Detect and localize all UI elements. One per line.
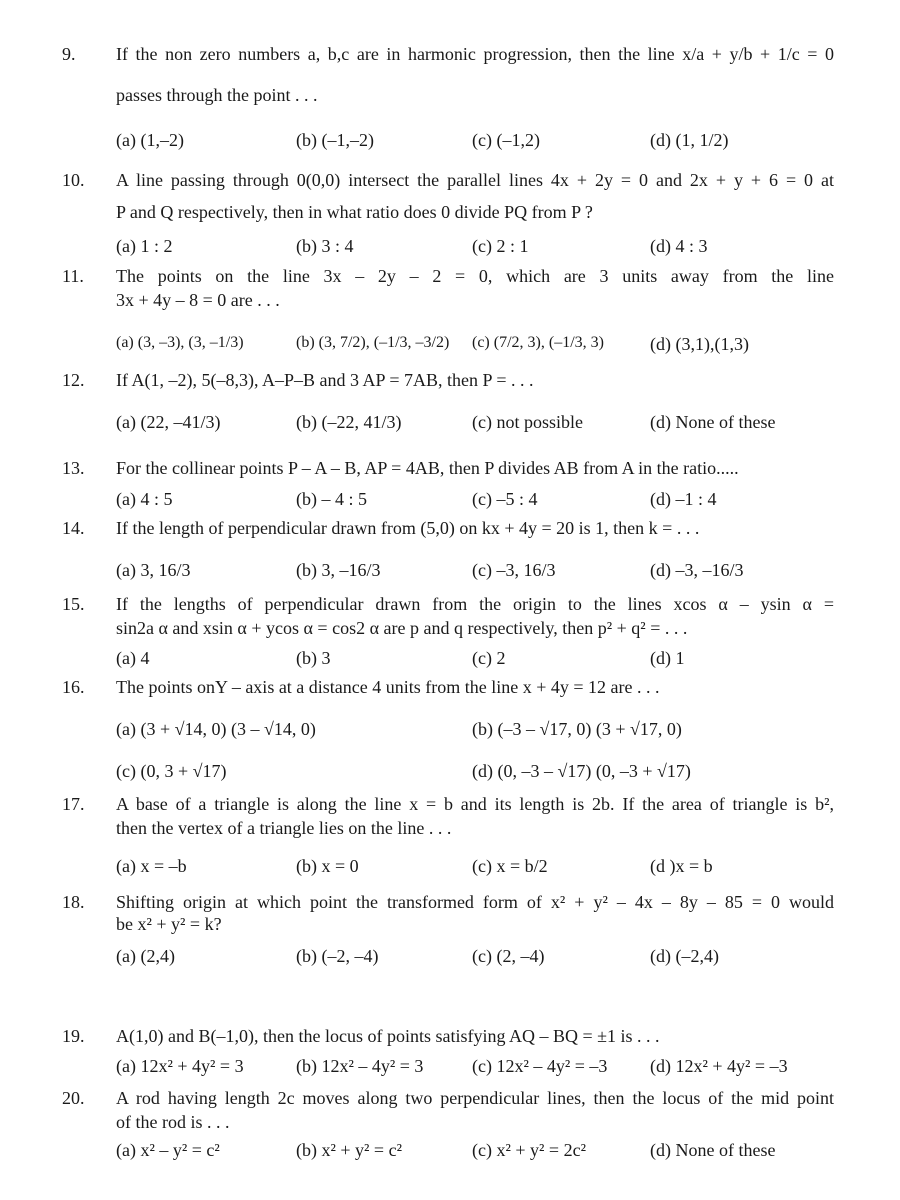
question-number: 15.	[62, 594, 85, 614]
question-text-line: be x² + y² = k?	[116, 914, 222, 934]
question-number: 17.	[62, 794, 85, 814]
option-d: (d) –1 : 4	[650, 489, 717, 509]
question-number: 9.	[62, 44, 76, 64]
question-text-line: 3x + 4y – 8 = 0 are . . .	[116, 290, 280, 310]
option-a: (a) 3, 16/3	[116, 560, 191, 580]
question-text-line: A rod having length 2c moves along two perpendicular lines, then the locus of the mid point	[116, 1088, 834, 1108]
question-text-line: P and Q respectively, then in what ratio does 0 divide PQ from P ?	[116, 202, 593, 222]
option-d: (d) 12x² + 4y² = –3	[650, 1056, 788, 1076]
option-a: (a) x = –b	[116, 856, 187, 876]
option-b: (b) (–1,–2)	[296, 130, 374, 150]
question-text-line: The points on the line 3x – 2y – 2 = 0, which are 3 units away from the line	[116, 266, 834, 286]
option-c: (c) –3, 16/3	[472, 560, 556, 580]
option-c: (c) x² + y² = 2c²	[472, 1140, 586, 1160]
option-c: (c) not possible	[472, 412, 583, 432]
question-text-line: For the collinear points P – A – B, AP = 4AB, then P divides AB from A in the ratio.....	[116, 458, 739, 478]
option-a: (a) (3, –3), (3, –1/3)	[116, 334, 244, 351]
option-c: (c) (–1,2)	[472, 130, 540, 150]
option-a: (a) (22, –41/3)	[116, 412, 221, 432]
question-number: 12.	[62, 370, 85, 390]
question-text-line: If the lengths of perpendicular drawn from the origin to the lines xcos α – ysin α =	[116, 594, 834, 614]
question-text-line: sin2a α and xsin α + ycos α = cos2 α are p and q respectively, then p² + q² = . . .	[116, 618, 688, 638]
question-text-line: If the non zero numbers a, b,c are in harmonic progression, then the line x/a + y/b + 1/c = 0	[116, 44, 834, 64]
question-number: 11.	[62, 266, 84, 286]
option-d: (d) –3, –16/3	[650, 560, 744, 580]
option-b: (b) 3 : 4	[296, 236, 354, 256]
question-number: 14.	[62, 518, 85, 538]
question-text-line: A(1,0) and B(–1,0), then the locus of points satisfying AQ – BQ = ±1 is . . .	[116, 1026, 660, 1046]
option-b: (b) x² + y² = c²	[296, 1140, 402, 1160]
option-a: (a) x² – y² = c²	[116, 1140, 220, 1160]
question-number: 13.	[62, 458, 85, 478]
question-number: 19.	[62, 1026, 85, 1046]
question-text-line: passes through the point . . .	[116, 85, 318, 105]
option-a: (a) 12x² + 4y² = 3	[116, 1056, 244, 1076]
question-number: 10.	[62, 170, 85, 190]
option-c: (c) x = b/2	[472, 856, 548, 876]
option-c: (c) –5 : 4	[472, 489, 538, 509]
option-d: (d) None of these	[650, 412, 776, 432]
question-number: 20.	[62, 1088, 85, 1108]
question-text-line: The points onY – axis at a distance 4 units from the line x + 4y = 12 are . . .	[116, 677, 660, 697]
option-c: (c) 2	[472, 648, 506, 668]
option-b: (b) (–22, 41/3)	[296, 412, 402, 432]
option-d: (d) (0, –3 – √17) (0, –3 + √17)	[472, 761, 691, 781]
option-c: (c) (2, –4)	[472, 946, 545, 966]
option-b: (b) 3, –16/3	[296, 560, 381, 580]
option-b: (b) x = 0	[296, 856, 359, 876]
question-text-line: A base of a triangle is along the line x = b and its length is 2b. If the area of triangle is b²,	[116, 794, 834, 814]
question-text-line: Shifting origin at which point the transformed form of x² + y² – 4x – 8y – 85 = 0 would	[116, 892, 834, 912]
option-d: (d) (1, 1/2)	[650, 130, 729, 150]
question-text-line: If A(1, –2), 5(–8,3), A–P–B and 3 AP = 7AB, then P = . . .	[116, 370, 534, 390]
question-text-line: of the rod is . . .	[116, 1112, 230, 1132]
option-b: (b) 3	[296, 648, 331, 668]
question-text-line: If the length of perpendicular drawn from (5,0) on kx + 4y = 20 is 1, then k = . . .	[116, 518, 700, 538]
option-a: (a) (2,4)	[116, 946, 175, 966]
option-a: (a) (3 + √14, 0) (3 – √14, 0)	[116, 719, 316, 739]
option-c: (c) 2 : 1	[472, 236, 529, 256]
option-d: (d) (3,1),(1,3)	[650, 334, 749, 354]
option-a: (a) 1 : 2	[116, 236, 173, 256]
option-a: (a) (1,–2)	[116, 130, 184, 150]
option-d: (d )x = b	[650, 856, 713, 876]
option-b: (b) (3, 7/2), (–1/3, –3/2)	[296, 334, 450, 351]
question-text-line: A line passing through 0(0,0) intersect the parallel lines 4x + 2y = 0 and 2x + y + 6 = 0 at	[116, 170, 834, 190]
option-b: (b) 12x² – 4y² = 3	[296, 1056, 424, 1076]
option-d: (d) 4 : 3	[650, 236, 708, 256]
option-c: (c) (0, 3 + √17)	[116, 761, 227, 781]
option-a: (a) 4 : 5	[116, 489, 173, 509]
option-d: (d) None of these	[650, 1140, 776, 1160]
option-d: (d) (–2,4)	[650, 946, 719, 966]
question-text-line: then the vertex of a triangle lies on the line . . .	[116, 818, 452, 838]
option-d: (d) 1	[650, 648, 685, 668]
option-b: (b) (–3 – √17, 0) (3 + √17, 0)	[472, 719, 682, 739]
question-number: 16.	[62, 677, 85, 697]
option-a: (a) 4	[116, 648, 150, 668]
option-c: (c) 12x² – 4y² = –3	[472, 1056, 608, 1076]
question-number: 18.	[62, 892, 85, 912]
option-b: (b) – 4 : 5	[296, 489, 367, 509]
option-c: (c) (7/2, 3), (–1/3, 3)	[472, 334, 604, 351]
option-b: (b) (–2, –4)	[296, 946, 379, 966]
